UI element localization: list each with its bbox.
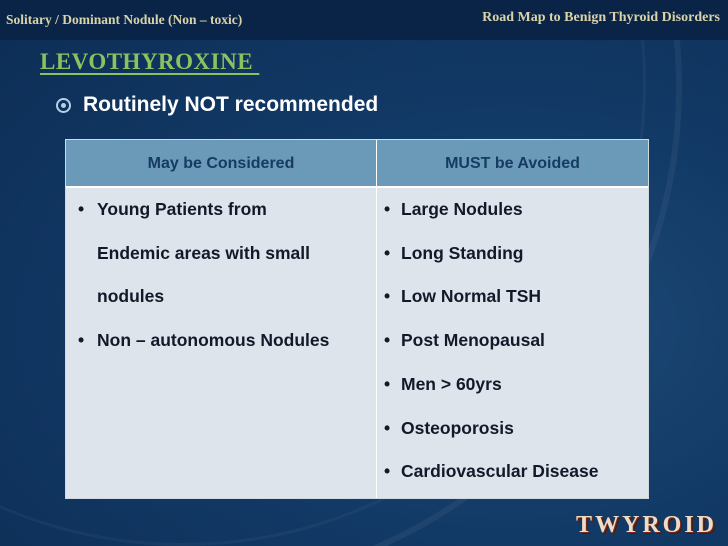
- bullet-dot-icon: •: [384, 330, 391, 351]
- header-right-text: Road Map to Benign Thyroid Disorders: [482, 10, 720, 25]
- bullet-dot-icon: •: [384, 373, 391, 394]
- main-bullet-text: Routinely NOT recommended: [83, 93, 379, 116]
- bullet-dot-icon: •: [384, 199, 391, 219]
- table-header-row: [66, 140, 648, 186]
- bullet-dot-icon: •: [384, 417, 391, 438]
- header-bar: [0, 0, 728, 40]
- list-item: • Long Standing: [377, 232, 648, 276]
- comparison-table: [65, 139, 649, 499]
- header-left-text: Solitary / Dominant Nodule (Non – toxic): [6, 12, 243, 27]
- bullet-dot-icon: •: [384, 286, 391, 307]
- header-may-be-considered: May be Considered: [147, 155, 295, 172]
- avoided-column: [377, 188, 648, 494]
- bullet-dot-icon: •: [384, 461, 391, 482]
- bullet-dot-icon: •: [78, 199, 85, 219]
- main-bullet: [56, 93, 378, 117]
- list-item: • Low Normal TSH: [377, 275, 648, 319]
- list-item: • Non – autonomous Nodules: [66, 319, 337, 363]
- target-bullet-icon: [56, 98, 71, 113]
- considered-column: [66, 188, 376, 362]
- list-item: • Post Menopausal: [377, 319, 648, 363]
- slide-title: LEVOTHYROXINE: [40, 49, 260, 74]
- bullet-dot-icon: •: [384, 242, 391, 263]
- list-item: • Cardiovascular Disease: [377, 450, 648, 494]
- list-item: • Young Patients from Endemic areas with small nodules: [66, 188, 337, 319]
- list-item: • Osteoporosis: [377, 407, 648, 451]
- header-must-be-avoided: MUST be Avoided: [445, 155, 580, 172]
- list-item: • Large Nodules: [377, 188, 648, 232]
- bullet-dot-icon: •: [78, 329, 85, 350]
- thyroid-logo: TWYROID: [576, 512, 718, 538]
- list-item: • Men > 60yrs: [377, 363, 648, 407]
